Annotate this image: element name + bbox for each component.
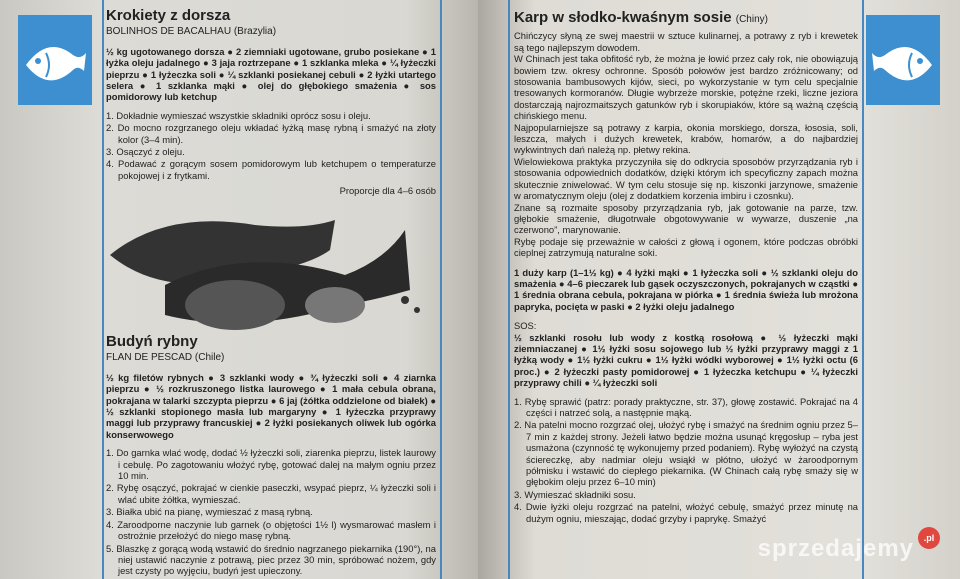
margin-line — [862, 0, 864, 579]
left-page — [0, 0, 478, 579]
step: 1. Do garnka wlać wodę, dodać ½ łyżeczki soli, ziarenka pieprzu, listek laurowy i cebulę. Po zagotowaniu włożyć rybę, gotować dalej na małym ogniu przez 10 min. — [106, 447, 436, 482]
intro-paragraph: Rybę podaje się przeważnie w całości z głową i ogonem, które podczas obróbki cieplnej zatrzymują naturalne soki. — [514, 235, 858, 259]
step: 3. Osączyć z oleju. — [106, 146, 185, 158]
recipe-budyn — [106, 333, 436, 578]
step: 4. Dwie łyżki oleju rozgrzać na patelni, włożyć cebulę, smażyć przez minutę na dużym ogniu, mieszając, dodać grzyby i paprykę. Smażyć — [514, 501, 858, 524]
fish-icon — [18, 15, 92, 105]
recipe-karp — [514, 9, 858, 525]
recipe-title: Budyń rybny — [106, 333, 198, 350]
step: 3. Białka ubić na pianę, wymieszać z masą rybną. — [106, 506, 313, 518]
intro-paragraph: Chińczycy słyną ze swej maestrii w sztuce kulinarnej, a potrawy z ryb i krewetek są tego najlepszym dowodem. — [514, 30, 858, 53]
step: 4. Zaroodporne naczynie lub garnek (o objętości 1½ l) wysmarować masłem i ostrożnie przełożyć do niego masę rybną. — [106, 518, 436, 542]
step: 3. Wymieszać składniki sosu. — [514, 488, 636, 500]
recipe-title: Krokiety z dorsza — [106, 7, 231, 24]
recipe-krokiety — [106, 7, 436, 201]
proportions: Proporcje dla 4–6 osób — [339, 185, 436, 197]
step: 2. Na patelni mocno rozgrzać olej, ułożyć rybę i smażyć na średnim ogniu przez 5–7 min z każdej strony. Jeżeli łatwo będzie można usunąć kręgosłup – ryba jest usmażona (czynność tę wykonujemy przed podaniem). Rybę wyłożyć na czystą ściereczkę, aby nadmiar oleju wsiąkł w płótno, ułożyć w żaroodpornym półmisku i wstawić do ciepłego piekarnika. (W Chinach całą rybę smaży się w głębokim oleju przez 6–10 min) — [514, 419, 858, 488]
step: 2. Do mocno rozgrzanego oleju wkładać łyżką masę rybną i smażyć na złoty kolor (3–4 min). — [106, 122, 436, 145]
watermark: sprzedajemy — [757, 535, 914, 562]
sos-label: SOS: — [514, 320, 537, 332]
step: 2. Rybę osączyć, pokrajać w cienkie paseczki, wsypać pieprz, ¼ łyżeczki soli i wlać ubite żółtka, wymieszać. — [106, 482, 436, 505]
step: 1. Dokładnie wymieszać wszystkie składniki oprócz sosu i oleju. — [106, 109, 371, 121]
intro-paragraph: Wielowiekowa praktyka przyczyniła się do odkrycia sposobów przyrządzania ryb i stosowania odpowiednich dodatków, dzięki którym ich specyficzny zapach można skutecznie zniwelować. W tym celu stosuje się np. kiszonki jarzynowe, smażenie w aromatycznym oleju (olej z dodatkiem korzenia imbiru i czosnku). — [514, 155, 858, 202]
right-page — [478, 0, 960, 579]
recipe-title: Karp w słodko-kwaśnym sosie — [514, 9, 732, 26]
sos-ingredients: ½ szklanki rosołu lub wody z kostką rosołową ● ½ łyżeczki mąki ziemniaczanej ● 1½ łyżki sosu sojowego lub ½ łyżki przyprawy maggi z 1 łyżką wody ● 1½ łyżki cukru ● 1½ łyżki wódki wyborowej ● 1½ łyżki octu (6 proc.) ● 2 łyżeczki pasty pomidorowej ● 1 łyżeczka ketchupu ● ¼ łyżeczki przyprawy chili ● ¼ łyżeczki soli — [514, 331, 858, 389]
step: 1. Rybę sprawić (patrz: porady praktyczne, str. 37), głowę zostawić. Pokrajać na 4 części i natrzeć solą, a następnie mąką. — [514, 395, 858, 418]
watermark-badge: .pl — [918, 527, 940, 549]
margin-line — [508, 0, 510, 579]
margin-line — [102, 0, 104, 579]
recipe-subtitle: BOLINHOS DE BACALHAU (Brazylia) — [106, 26, 277, 38]
recipe-subtitle: FLAN DE PESCAD (Chile) — [106, 352, 225, 364]
intro-paragraph: Najpopularniejsze są potrawy z karpia, okonia morskiego, dorsza, łososia, soli, leszcza, małych i dużych krewetek, krabów, homarów, a do najbardziej wykwintnych dań należą np. płetwy rekina. — [514, 121, 858, 156]
fish-illustration — [105, 205, 435, 335]
recipe-origin: (Chiny) — [735, 14, 768, 25]
step: 5. Blaszkę z gorącą wodą wstawić do średnio nagrzanego piekarnika (190°), na niej ustawić naczynie z potrawą, piec przez 30 min, spróbować nożem, gdy jest czysty po wyjęciu, budyń jest upieczony. — [106, 542, 436, 577]
fish-icon — [866, 15, 940, 105]
ingredients: ½ kg ugotowanego dorsza ● 2 ziemniaki ugotowane, grubo posiekane ● 1 łyżka oleju jadalnego ● 3 jaja roztrzepane ● 1 szklanka mleka ● ¼ łyżeczki pieprzu ● 1 łyżeczka soli ● ¼ szklanki posiekanej cebuli ● 2 łyżki utartego selera ● 1 szklanka mąki ● olej do głębokiego smażenia ● sos pomidorowy lub ketchup — [106, 45, 436, 103]
intro-paragraph: W Chinach jest taka obfitość ryb, że można je łowić przez cały rok, nie obowiązują bowiem tzw. okresy ochronne. Sposób połowów jest bardzo zróżnicowany; od stosowania bambusowych kijów, sieci, po wykorzystanie w tym celu specjalnie tresowanych kormoranów. Długie wybrzeże morskie, potężne rzeki, liczne jeziora dostarczają najrozmaitszych gatunków ryb i skorupiaków, które są ważną częścią chińskiego menu. — [514, 53, 858, 122]
ingredients: 1 duży karp (1–1½ kg) ● 4 łyżki mąki ● 1 łyżeczka soli ● ½ szklanki oleju do smażenia ● 4–6 pieczarek lub gąsek oczyszczonych, pokrajanych w cząstki ● 1 średnia obrana cebula, pokrajana w piórka ● 1 średnia świeża lub mrożona papryka, pocięta w paski ● 2 łyżki oleju jadalnego — [514, 266, 858, 312]
ingredients: ½ kg filetów rybnych ● 3 szklanki wody ● ¾ łyżeczki soli ● 4 ziarnka pieprzu ● ½ rozkruszonego listka laurowego ● 1 mała cebula obrana, pokrajana w talarki szczypta pieprzu ● 6 jaj (żółtka oddzielone od białek) ● ½ szklanki stopionego masła lub margaryny ● 1 łyżeczka przyprawy maggi lub przyprawy francuskiej ● 2 łyżki posiekanych oliwek lub ogórka konserwowego — [106, 371, 436, 440]
step: 4. Podawać z gorącym sosem pomidorowym lub ketchupem o temperaturze pokojowej i z frytkami. — [106, 158, 436, 181]
margin-line — [440, 0, 442, 579]
intro-paragraph: Znane są rozmaite sposoby przyrządzania ryb, jak gotowanie na parze, tzw. głębokie smażenie, długotrwałe obgotowywanie w wywarze, duszenie „na czerwono”, marynowanie. — [514, 201, 858, 236]
